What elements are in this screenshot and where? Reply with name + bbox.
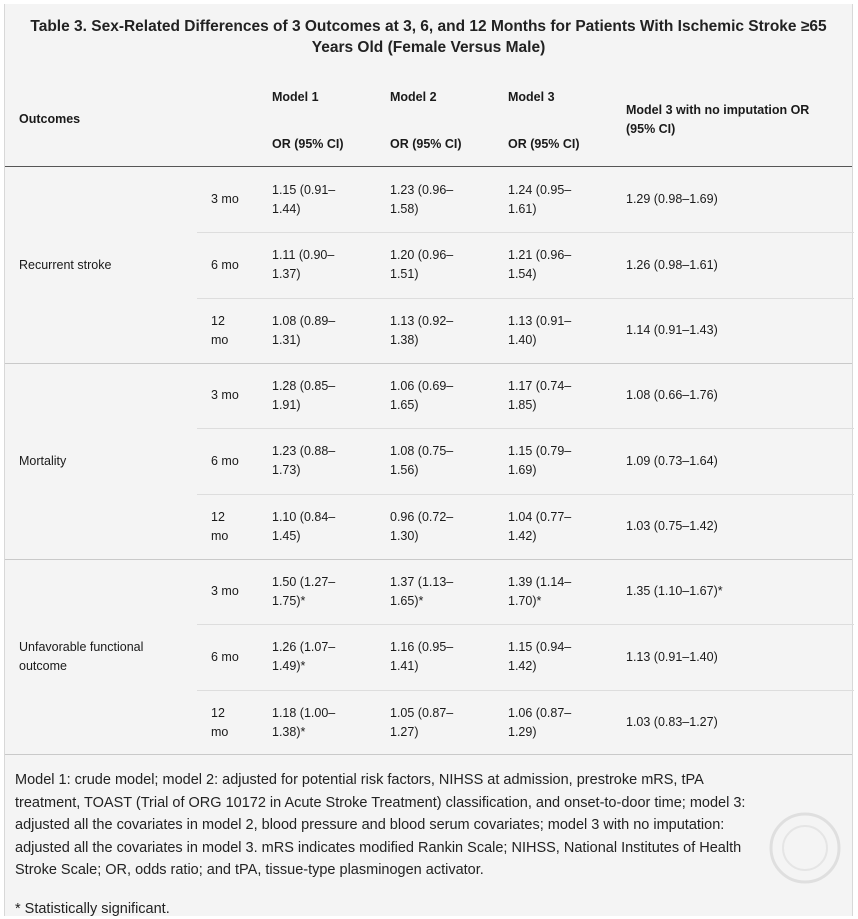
table-title [5,16,852,58]
outcome-label: Unfavorable functional outcome [19,640,144,674]
header-outcomes: Outcomes [19,112,81,126]
header-divider [5,166,852,167]
notes-line-3: adjusted all the covariates in model 2, blood pressure and blood serum covariates; model 3 with no imputation: [15,817,725,833]
or-value-m1: 1.11 (0.90– 1.37) [272,248,335,282]
header-model-1: Model 1 [272,90,319,104]
group-divider [5,559,852,560]
or-value-no-imputation: 1.03 (0.83–1.27) [626,715,718,729]
header-model-3-no-imputation: Model 3 with no imputation OR (95% CI) [626,103,810,136]
or-value-m2: 1.23 (0.96– 1.58) [390,182,454,216]
outcome-label: Mortality [19,453,67,468]
footnote-significance: * Statistically significant. [15,901,170,917]
header-model-2-ci: OR (95% CI) [390,137,462,151]
timepoint-label: 6 mo [211,257,239,272]
or-value-m2: 1.16 (0.95– 1.41) [390,640,454,674]
or-value-no-imputation: 1.14 (0.91–1.43) [626,323,718,337]
header-model-3: Model 3 [508,90,555,104]
or-value-m2: 1.05 (0.87– 1.27) [390,705,454,739]
or-value-m3: 1.24 (0.95– 1.61) [508,182,572,216]
table-title-line-2: Years Old (Female Versus Male) [311,39,546,56]
or-value-m3: 1.13 (0.91– 1.40) [508,313,572,347]
outcome-label: Recurrent stroke [19,257,112,272]
table-container [4,4,853,916]
timepoint-label: 12 mo [211,705,229,739]
notes-line-4: adjusted all the covariates in model 3. mRS indicates modified Rankin Scale; NIHSS, National Institutes of Health [15,839,742,856]
timepoint-label: 3 mo [211,192,239,207]
or-value-m3: 1.21 (0.96– 1.54) [508,248,572,282]
or-value-m1: 1.15 (0.91– 1.44) [272,182,336,216]
or-value-no-imputation: 1.03 (0.75–1.42) [626,519,718,533]
timepoint-label: 3 mo [211,584,239,599]
header-model-3-ci: OR (95% CI) [508,137,580,151]
notes-line-2: treatment, TOAST (Trial of ORG 10172 in Acute Stroke Treatment) classification, and onset-to-door time; model 3: [15,794,746,811]
row-divider [197,428,854,429]
or-value-m1: 1.28 (0.85– 1.91) [272,378,336,412]
or-value-m1: 1.23 (0.88– 1.73) [272,444,336,478]
or-value-m3: 1.04 (0.77– 1.42) [508,509,572,543]
timepoint-label: 3 mo [211,388,239,403]
header-model-1-ci: OR (95% CI) [272,137,344,151]
or-value-no-imputation: 1.26 (0.98–1.61) [626,257,718,272]
or-value-m3: 1.15 (0.94– 1.42) [508,640,572,674]
notes-line-5: Stroke Scale; OR, odds ratio; and tPA, tissue-type plasminogen activator. [15,862,484,878]
or-value-m2: 0.96 (0.72– 1.30) [390,509,454,543]
or-value-m1: 1.08 (0.89– 1.31) [272,313,336,347]
or-value-m1: 1.26 (1.07– 1.49)* [272,640,336,674]
timepoint-label: 12 mo [211,313,229,347]
header-model-2: Model 2 [390,90,437,104]
or-value-m3: 1.17 (0.74– 1.85) [508,378,572,412]
or-value-m3: 1.39 (1.14– 1.70)* [508,574,572,608]
notes-line-1: Model 1: crude model; model 2: adjusted for potential risk factors, NIHSS at admission, prestroke mRS, tPA [15,772,704,788]
or-value-m1: 1.18 (1.00– 1.38)* [272,705,336,739]
or-value-no-imputation: 1.35 (1.10–1.67)* [626,584,723,599]
or-value-no-imputation: 1.13 (0.91–1.40) [626,649,718,664]
timepoint-label: 12 mo [211,509,229,543]
or-value-m2: 1.13 (0.92– 1.38) [390,313,454,347]
row-divider [197,298,854,299]
or-value-m2: 1.37 (1.13– 1.65)* [390,574,454,608]
or-value-m1: 1.50 (1.27– 1.75)* [272,574,336,608]
or-value-no-imputation: 1.08 (0.66–1.76) [626,388,718,403]
group-divider [5,363,852,364]
or-value-m2: 1.06 (0.69– 1.65) [390,378,454,412]
row-divider [197,494,854,495]
table-title-line-1: Table 3. Sex-Related Differences of 3 Outcomes at 3, 6, and 12 Months for Patients With Ischemic Stroke ≥65 [30,18,827,35]
or-value-m3: 1.06 (0.87– 1.29) [508,705,572,739]
watermark-logo [733,804,848,894]
timepoint-label: 6 mo [211,649,239,664]
table-notes [15,769,840,882]
or-value-m2: 1.20 (0.96– 1.51) [390,248,454,282]
row-divider [197,624,854,625]
or-value-m3: 1.15 (0.79– 1.69) [508,444,572,478]
or-value-no-imputation: 1.29 (0.98–1.69) [626,192,718,207]
timepoint-label: 6 mo [211,453,239,468]
or-value-no-imputation: 1.09 (0.73–1.64) [626,453,718,468]
or-value-m1: 1.10 (0.84– 1.45) [272,509,336,543]
row-divider [197,690,854,691]
row-divider [197,232,854,233]
table-bottom-divider [5,754,852,755]
or-value-m2: 1.08 (0.75– 1.56) [390,444,454,478]
